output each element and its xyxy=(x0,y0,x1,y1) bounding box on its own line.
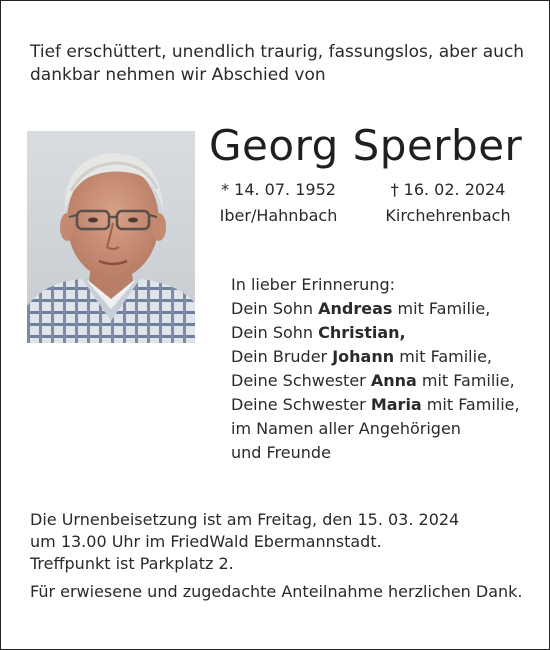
intro-line-2: dankbar nehmen wir Abschied von xyxy=(30,65,326,85)
mourner-line: Dein Sohn Andreas mit Familie, xyxy=(231,299,491,318)
mourner-name: Christian, xyxy=(318,323,406,342)
mourner-line: Deine Schwester Maria mit Familie, xyxy=(231,395,520,414)
birth-date: * 14. 07. 1952 xyxy=(221,180,336,199)
mourners-closing-2: und Freunde xyxy=(231,443,331,462)
mourner-line: Dein Bruder Johann mit Familie, xyxy=(231,347,492,366)
mourners-heading: In lieber Erinnerung: xyxy=(231,275,396,294)
mourner-name: Maria xyxy=(370,395,422,414)
mourner-name: Johann xyxy=(332,347,395,366)
portrait-image xyxy=(27,131,195,343)
intro-text xyxy=(30,41,530,87)
thanks-text: Für erwiesene und zugedachte Anteilnahme herzlichen Dank. xyxy=(30,582,523,601)
intro-line-1: Tief erschüttert, unendlich traurig, fassungslos, aber auch xyxy=(30,42,525,62)
mourner-name: Anna xyxy=(370,371,417,390)
birth-place: Iber/Hahnbach xyxy=(219,206,338,225)
funeral-details xyxy=(30,509,530,575)
funeral-line-1: Die Urnenbeisetzung ist am Freitag, den 15. 03. 2024 xyxy=(30,510,460,529)
birth-info xyxy=(211,177,346,229)
mourner-name: Andreas xyxy=(318,299,393,318)
death-date: † 16. 02. 2024 xyxy=(390,180,506,199)
deceased-name: Georg Sperber xyxy=(209,121,523,170)
death-place: Kirchehrenbach xyxy=(385,206,511,225)
funeral-line-2: um 13.00 Uhr im FriedWald Ebermannstadt. xyxy=(30,532,382,551)
mourners-list xyxy=(231,273,531,465)
mourner-line: Deine Schwester Anna mit Familie, xyxy=(231,371,515,390)
mourner-line: Dein Sohn Christian, xyxy=(231,323,406,342)
mourners-closing-1: im Namen aller Angehörigen xyxy=(231,419,461,438)
death-info xyxy=(373,177,523,229)
portrait-photo xyxy=(27,131,195,343)
funeral-line-3: Treffpunkt ist Parkplatz 2. xyxy=(30,554,234,573)
